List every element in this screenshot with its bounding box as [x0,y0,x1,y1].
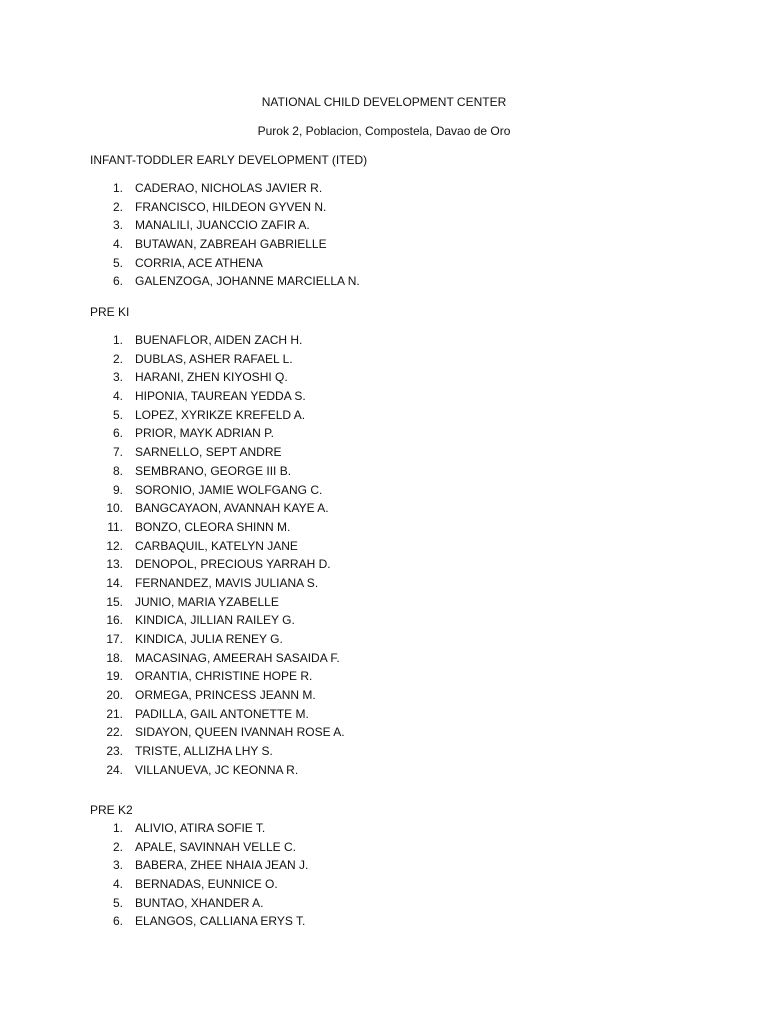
student-name: HIPONIA, TAUREAN YEDDA S. [135,389,306,404]
list-item-number: 9. [112,482,123,497]
student-name: GALENZOGA, JOHANNE MARCIELLA N. [135,274,360,289]
student-name: ALIVIO, ATIRA SOFIE T. [135,821,266,835]
student-name: MANALILI, JUANCCIO ZAFIR A. [135,218,310,233]
student-name: BONZO, CLEORA SHINN M. [135,519,291,534]
student-name: BERNADAS, EUNNICE O. [135,877,278,892]
list-item-number: 22. [106,725,123,740]
list-item-number: 10. [106,501,123,516]
center-title: NATIONAL CHILD DEVELOPMENT CENTER [261,95,507,109]
section-heading-ited: INFANT-TODDLER EARLY DEVELOPMENT (ITED) [90,153,368,167]
student-name: CORRIA, ACE ATHENA [135,255,263,270]
student-name: DENOPOL, PRECIOUS YARRAH D. [135,557,331,572]
list-item-number: 2. [112,839,123,854]
list-item-number: 23. [106,744,123,759]
student-name: ORMEGA, PRINCESS JEANN M. [135,688,316,703]
list-item-number: 21. [106,706,123,721]
student-name: DUBLAS, ASHER RAFAEL L. [135,351,293,366]
list-item-number: 13. [106,557,123,572]
student-name: BUENAFLOR, AIDEN ZACH H. [135,333,303,347]
center-address: Purok 2, Poblacion, Compostela, Davao de Oro [257,124,511,138]
student-name: BABERA, ZHEE NHAIA JEAN J. [135,858,309,873]
list-item-number: 2. [112,199,123,214]
list-item-number: 20. [106,688,123,703]
list-item-number: 17. [106,632,123,646]
student-name: SIDAYON, QUEEN IVANNAH ROSE A. [135,725,345,740]
list-item-number: 11. [107,519,123,534]
list-item-number: 4. [112,389,123,404]
list-item-number: 6. [112,274,123,289]
student-name: PADILLA, GAIL ANTONETTE M. [135,706,309,721]
list-item-number: 3. [112,858,123,873]
list-item-number: 14. [106,575,123,590]
list-item-number: 6. [112,914,123,929]
student-name: VILLANUEVA, JC KEONNA R. [135,762,299,777]
list-item-number: 4. [112,877,123,892]
list-item-number: 15. [106,594,123,609]
student-name: SORONIO, JAMIE WOLFGANG C. [135,482,323,497]
list-item-number: 2. [112,351,123,366]
student-name: SEMBRANO, GEORGE III B. [135,463,292,478]
student-name: TRISTE, ALLIZHA LHY S. [135,744,273,759]
student-name: KINDICA, JULIA RENEY G. [135,632,283,646]
section-heading-pre-k2: PRE K2 [90,803,133,817]
section-heading-pre-k1: PRE KI [90,305,130,319]
student-name: ORANTIA, CHRISTINE HOPE R. [135,669,313,684]
list-item-number: 12. [106,538,123,553]
student-name: BANGCAYAON, AVANNAH KAYE A. [135,501,329,516]
student-name: PRIOR, MAYK ADRIAN P. [135,426,274,441]
list-item-number: 7. [112,445,123,460]
list-item-number: 3. [112,370,123,385]
list-item-number: 3. [112,218,123,233]
student-name: JUNIO, MARIA YZABELLE [135,594,279,609]
list-item-number: 24. [106,762,123,777]
list-item-number: 4. [112,237,123,252]
list-item-number: 16. [106,613,123,628]
list-item-number: 19. [106,669,123,684]
student-name: CARBAQUIL, KATELYN JANE [135,538,298,553]
student-name: APALE, SAVINNAH VELLE C. [135,839,296,854]
student-name: SARNELLO, SEPT ANDRE [135,445,282,460]
list-item-number: 8. [112,463,123,478]
list-item-number: 1. [112,333,123,347]
list-item-number: 6. [112,426,123,441]
list-item-number: 1. [112,181,123,195]
list-item-number: 18. [106,650,123,665]
student-name: BUNTAO, XHANDER A. [135,895,264,910]
student-name: FERNANDEZ, MAVIS JULIANA S. [135,575,319,590]
student-name: MACASINAG, AMEERAH SASAIDA F. [135,650,340,665]
list-item-number: 5. [112,255,123,270]
student-name: BUTAWAN, ZABREAH GABRIELLE [135,237,327,252]
student-name: LOPEZ, XYRIKZE KREFELD A. [135,407,306,422]
student-name: FRANCISCO, HILDEON GYVEN N. [135,199,327,214]
student-name: ELANGOS, CALLIANA ERYS T. [135,914,306,929]
list-item-number: 5. [112,895,123,910]
student-name: KINDICA, JILLIAN RAILEY G. [135,613,295,628]
student-name: CADERAO, NICHOLAS JAVIER R. [135,181,323,195]
student-name: HARANI, ZHEN KIYOSHI Q. [135,370,288,385]
list-item-number: 5. [112,407,123,422]
list-item-number: 1. [112,821,123,835]
